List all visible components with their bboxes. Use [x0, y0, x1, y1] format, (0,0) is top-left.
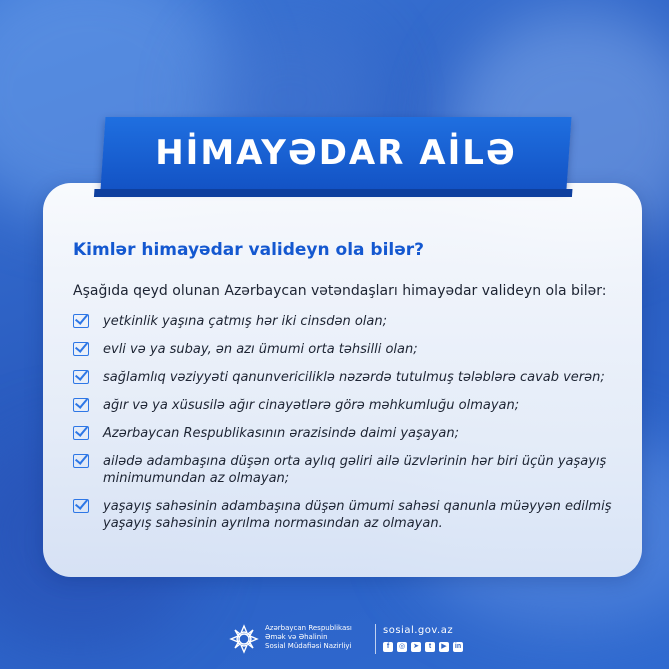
facebook-icon[interactable]: f [383, 642, 393, 652]
instagram-icon[interactable]: ◎ [398, 643, 406, 650]
checkbox-icon [73, 370, 89, 384]
telegram-icon[interactable]: ➤ [411, 642, 421, 652]
list-item [73, 425, 633, 442]
list-item-text: sağlamlıq vəziyyəti qanunvericiliklə nəzərdə tutulmuş tələblərə cavab verən; [103, 370, 605, 385]
ministry-name-line: Azərbaycan Respublikası [265, 624, 352, 632]
ministry-name-line: Əmək və Əhalinin [265, 633, 328, 641]
checkbox-icon [73, 314, 89, 328]
intro-text: Aşağıda qeyd olunan Azərbaycan vətəndaşları himayədar valideyn ola bilər: [73, 283, 607, 299]
list-item-text: ağır və ya xüsusilə ağır cinayətlərə görə məhkumluğu olmayan; [103, 398, 520, 413]
list-item [73, 341, 633, 358]
list-item-text: evli və ya subay, ən azı ümumi orta təhsilli olan; [103, 342, 418, 357]
ministry-logo-icon [229, 624, 259, 654]
title-banner-ribbon [94, 189, 573, 197]
linkedin-icon[interactable]: in [454, 643, 462, 650]
checkbox-icon [73, 454, 89, 468]
list-item [73, 498, 633, 532]
section-heading: Kimlər himayədar valideyn ola bilər? [73, 240, 425, 260]
youtube-icon[interactable]: ▶ [439, 642, 449, 652]
twitter-icon[interactable]: t [425, 642, 435, 652]
page-title: HİMAYƏDAR AİLƏ [155, 133, 517, 173]
list-item-text: yaşayış sahəsinin adambaşına düşən ümumi sahəsi qanunla müəyyən edilmiş yaşayış sahəsinin ayrılma normasından az olmayan. [103, 499, 612, 531]
social-links [383, 642, 463, 652]
list-item [73, 369, 633, 386]
list-item-text: ailədə adambaşına düşən orta aylıq gəliri ailə üzvlərinin hər biri üçün yaşayış minimumundan az olmayan; [103, 454, 607, 486]
ministry-name [265, 624, 375, 651]
website-link[interactable]: sosial.gov.az [383, 625, 454, 636]
list-item [73, 313, 633, 330]
ministry-name-line: Sosial Müdafiəsi Nazirliyi [265, 642, 352, 650]
list-item [73, 453, 633, 487]
list-item-text: yetkinlik yaşına çatmış hər iki cinsdən olan; [103, 314, 387, 329]
list-item [73, 397, 633, 414]
footer-divider [375, 624, 376, 654]
requirements-list [73, 313, 633, 543]
checkbox-icon [73, 342, 89, 356]
checkbox-icon [73, 398, 89, 412]
footer [0, 620, 669, 660]
checkbox-icon [73, 499, 89, 513]
list-item-text: Azərbaycan Respublikasının ərazisində daimi yaşayan; [103, 426, 459, 441]
checkbox-icon [73, 426, 89, 440]
